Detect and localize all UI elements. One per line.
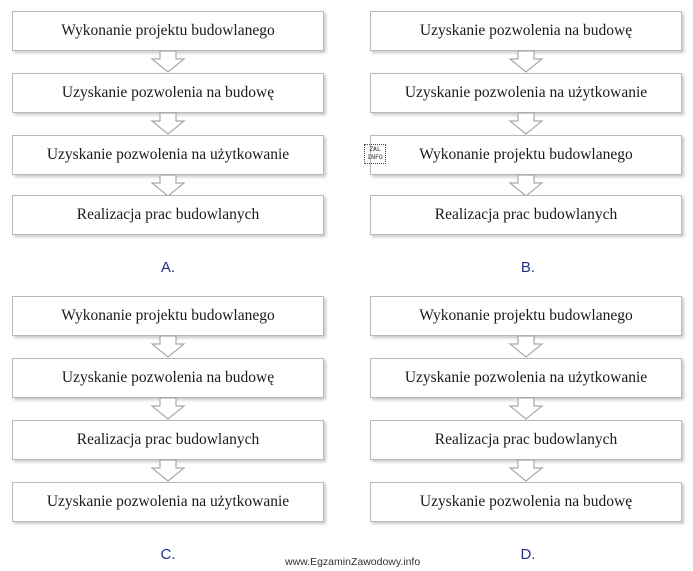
- option-b-label[interactable]: B.: [520, 259, 536, 276]
- flow-step-4: Uzyskanie pozwolenia na użytkowanie: [12, 482, 324, 522]
- down-arrow-icon: [151, 398, 185, 420]
- flow-step-3: Uzyskanie pozwolenia na użytkowanie: [12, 135, 324, 175]
- flow-step-2: Uzyskanie pozwolenia na użytkowanie: [370, 73, 682, 113]
- flow-step-4: Realizacja prac budowlanych: [12, 195, 324, 235]
- flow-step-4: Uzyskanie pozwolenia na budowę: [370, 482, 682, 522]
- option-d-label[interactable]: D.: [520, 546, 536, 563]
- flow-step-1: Wykonanie projektu budowlanego: [12, 296, 324, 336]
- down-arrow-icon: [509, 113, 543, 135]
- flow-step-1: Uzyskanie pozwolenia na budowę: [370, 11, 682, 51]
- down-arrow-icon: [151, 336, 185, 358]
- flow-step-3: Realizacja prac budowlanych: [12, 420, 324, 460]
- flow-step-2: Uzyskanie pozwolenia na użytkowanie: [370, 358, 682, 398]
- option-a-label[interactable]: A.: [160, 259, 176, 276]
- down-arrow-icon: [509, 460, 543, 482]
- down-arrow-icon: [509, 336, 543, 358]
- flow-step-1: Wykonanie projektu budowlanego: [12, 11, 324, 51]
- down-arrow-icon: [151, 175, 185, 197]
- flow-step-2: Uzyskanie pozwolenia na budowę: [12, 358, 324, 398]
- watermark: www.EgzaminZawodowy.info: [285, 556, 421, 568]
- down-arrow-icon: [151, 51, 185, 73]
- down-arrow-icon: [151, 113, 185, 135]
- flow-step-1: Wykonanie projektu budowlanego: [370, 296, 682, 336]
- stamp-line-1: ZAL: [369, 145, 381, 153]
- down-arrow-icon: [509, 175, 543, 197]
- flow-step-3: Realizacja prac budowlanych: [370, 420, 682, 460]
- stamp-icon: [364, 144, 386, 164]
- flow-step-4: Realizacja prac budowlanych: [370, 195, 682, 235]
- down-arrow-icon: [151, 460, 185, 482]
- flow-step-2: Uzyskanie pozwolenia na budowę: [12, 73, 324, 113]
- down-arrow-icon: [509, 51, 543, 73]
- stamp-line-2: INFO: [367, 153, 383, 161]
- option-c-label[interactable]: C.: [160, 546, 176, 563]
- down-arrow-icon: [509, 398, 543, 420]
- flow-step-3: Wykonanie projektu budowlanego: [370, 135, 682, 175]
